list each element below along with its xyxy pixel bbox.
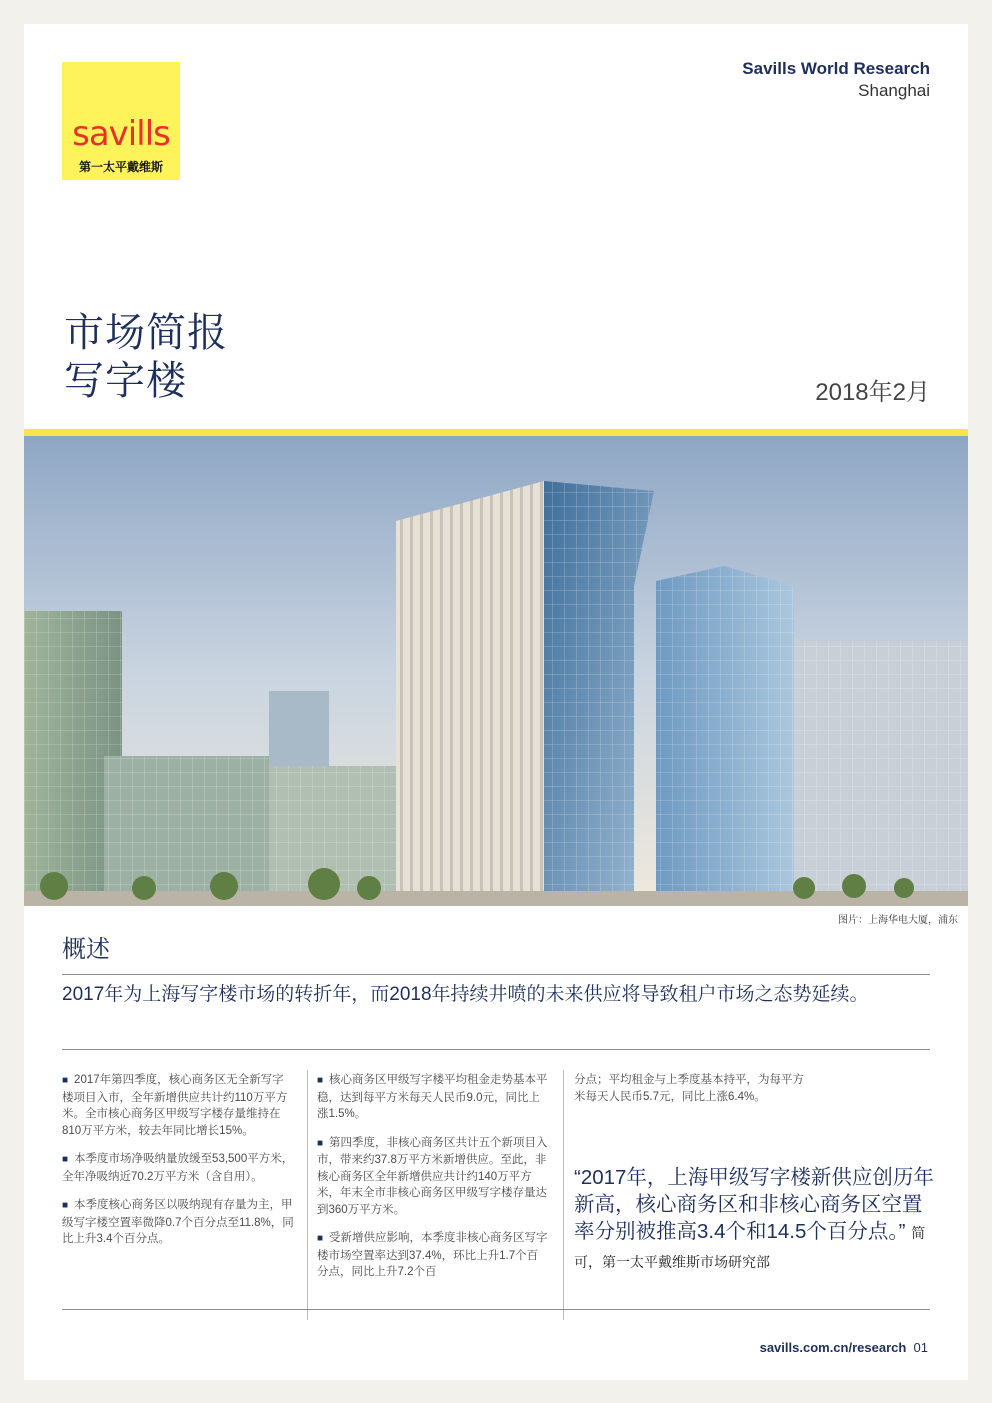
bullet-square-icon: ■: [62, 1075, 69, 1086]
report-series: [742, 59, 930, 101]
footer-url[interactable]: savills.com.cn/research: [759, 1340, 907, 1355]
section-rule-top: [62, 974, 930, 975]
report-title: [64, 309, 228, 405]
pull-quote: [574, 1164, 934, 1276]
bullet-paragraph: ■ 2017年第四季度，核心商务区无全新写字楼项目入市，全年新增供应共计约110万平方米。全市核心商务区甲级写字楼存量维持在810万平方米，较去年同比增长15%。: [62, 1074, 288, 1137]
hero-building-image: [24, 436, 968, 906]
logo-word: savills: [72, 114, 170, 154]
bullet-paragraph: ■ 受新增供应影响，本季度非核心商务区写字楼市场空置率达到37.4%，环比上升1.7个百分点，同比上升7.2个百: [317, 1232, 548, 1278]
logo-cn-name: 第一太平戴维斯: [78, 160, 163, 174]
quote-attribution: 简可，第一太平戴维斯市场研究部: [574, 1225, 926, 1270]
section-title: 概述: [62, 936, 110, 963]
series-name: Savills World Research: [742, 59, 930, 78]
savills-logo: [62, 62, 180, 180]
hero-caption: 图片：上海华电大厦，浦东: [838, 915, 958, 926]
bullet-square-icon: ■: [62, 1200, 69, 1211]
page-footer: [760, 1340, 928, 1355]
column-divider: [563, 1070, 564, 1320]
title-line-2: 写字楼: [64, 358, 187, 404]
report-date: 2018年2月: [815, 379, 930, 406]
accent-divider: [24, 429, 968, 436]
bullet-square-icon: ■: [317, 1075, 324, 1086]
text-column-1: [62, 1072, 294, 1260]
bullet-paragraph: ■ 本季度核心商务区以吸纳现有存量为主，甲级写字楼空置率微降0.7个百分点至11.8%，同比上升3.4个百分点。: [62, 1199, 294, 1245]
bullet-paragraph: ■ 本季度市场净吸纳量放缓至53,500平方米，全年净吸纳近70.2万平方米（含自用）。: [62, 1153, 294, 1183]
continued-paragraph: 分点；平均租金与上季度基本持平，为每平方米每天人民币5.7元，同比上涨6.4%。: [574, 1074, 804, 1103]
bullet-square-icon: ■: [317, 1137, 324, 1149]
lead-paragraph: 2017年为上海写字楼市场的转折年，而2018年持续井喷的未来供应将导致租户市场之态势延续。: [62, 984, 869, 1005]
quote-text: “2017年，上海甲级写字楼新供应创历年新高，核心商务区和非核心商务区空置率分别被推高3.4个和14.5个百分点。”: [574, 1166, 934, 1243]
page-number: 01: [913, 1340, 928, 1355]
bullet-paragraph: ■ 核心商务区甲级写字楼平均租金走势基本平稳，达到每平方米每天人民币9.0元，同比上涨1.5%。: [317, 1074, 548, 1120]
bullet-square-icon: ■: [62, 1154, 69, 1165]
series-city: Shanghai: [858, 81, 930, 100]
title-line-1: 市场简报: [64, 310, 228, 356]
page: [24, 24, 968, 1380]
column-divider: [307, 1070, 308, 1320]
text-column-3: [574, 1072, 806, 1117]
footer-rule: [62, 1309, 930, 1310]
text-column-2: [317, 1072, 549, 1293]
section-rule-bottom: [62, 1049, 930, 1050]
bullet-square-icon: ■: [317, 1233, 324, 1244]
bullet-paragraph: ■ 第四季度，非核心商务区共计五个新项目入市，带来约37.8万平方米新增供应。至此，非核心商务区全年新增供应共计约140万平方米，年末全市非核心商务区甲级写字楼存量达到360万平方米。: [317, 1136, 548, 1216]
